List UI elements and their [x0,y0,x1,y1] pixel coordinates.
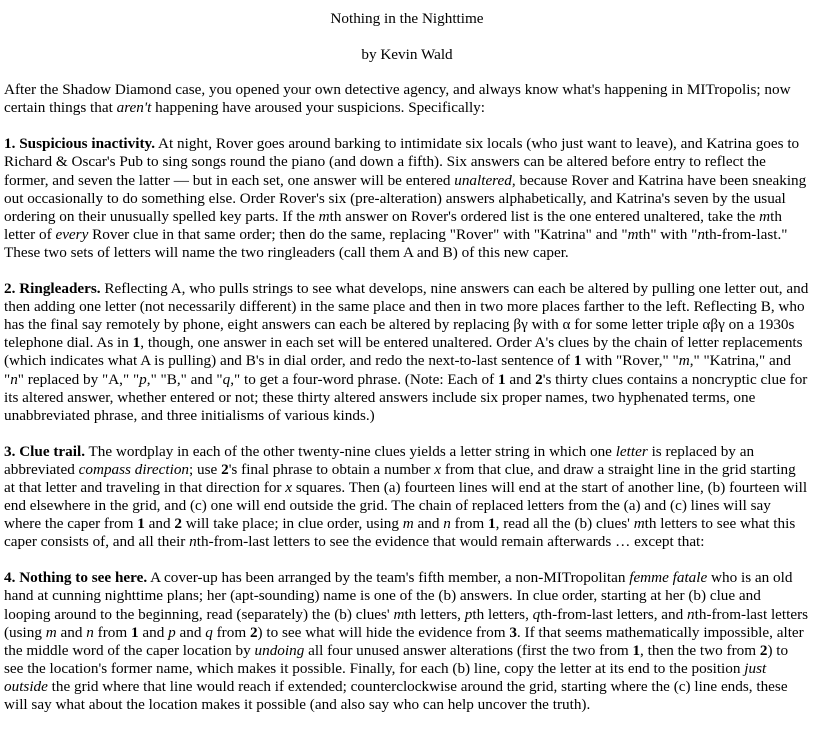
text-run: happening have aroused your suspicions. Specifically: [151,99,485,117]
text-run: th letters to see what this caper consists of, and all their [4,515,796,551]
text-run: n [86,623,94,641]
text-run: At night, Rover goes around barking to intimidate six locals (who just want to leave), and Katrina goes to Richard & Oscar's Pub to sing songs round the piano (and down a fifth). Six answers can be altered before entry to reflect the former, and seven the latter — but in each set, one answer will be entered [4,135,800,189]
text-run: ) to see the location's former name, which makes it possible. Finally, for each (b) line, copy the letter at its end to the position [4,641,789,677]
text-run: m [318,207,330,225]
text-run: th letters, [472,605,533,623]
section-clue-trail [4,443,810,552]
text-run: letter [615,442,648,460]
text-run: 2 [174,515,182,533]
text-run: A cover-up has been arranged by the team's fifth member, a non-MITropolitan [147,569,630,587]
text-run: th answer on Rover's ordered list is the one entered unaltered, take the [329,207,760,225]
text-run: compass direction [78,460,190,478]
text-run: and [56,623,87,641]
section-suspicious-inactivity [4,135,810,262]
text-run: m [45,623,57,641]
text-run: 1 [632,641,641,659]
text-run: , though, one answer in each set will be entered unaltered. Order A's clues by the chain of letter replacements (which indicates what A is pulling) and B's in dial order, and redo the next-to-last sentence of [4,334,803,370]
intro-paragraph [4,81,810,117]
text-run: and [144,515,175,533]
text-run: squares. Then (a) fourteen lines will end at the start of another line, (b) fourteen will end elsewhere in the grid, and (c) one will end outside the grid. The chain of replaced letters from the (a) and (c) lines will say where the caper from [4,478,808,533]
text-run: ," "B," and " [146,370,223,388]
text-run: ," "Katrina," and " [4,352,791,388]
text-run: the grid where that line would reach if extended; counterclockwise around the grid, starting where the (c) line ends, these will say what about the location makes it possible (and also say who can help uncover the truth). [4,677,788,713]
text-run: 's final phrase to obtain a number [228,460,435,478]
text-run: . If that seems mathematically impossible, alter the middle word of the caper location by [4,623,804,659]
text-run: with "Rover," " [581,352,679,370]
section-ringleaders [4,280,810,425]
text-run: 2 [249,623,258,641]
text-run: aren't [116,99,152,117]
text-run: 2 [535,370,543,388]
text-run: , read all the (b) clues' [495,515,634,533]
text-run: q [205,623,213,641]
text-run: from [450,515,488,533]
text-run: After the Shadow Diamond case, you opened your own detective agency, and always know what's happening in MITropolis; now certain things that [4,81,791,117]
text-run: 's thirty clues contains a noncryptic clue for its altered answer, whether entered or not; these thirty altered answers include six proper names, two hyphenated terms, one unabbreviated phrase, and three initialisms of various kinds.) [4,370,808,424]
text-run: who is an old hand at cunning nighttime plans; her (apt-sounding) name is one of the (b) answers. In clue order, starting at her (b) clue and looping around to the beginning, read (separately) the (b) clues' [4,569,793,623]
text-run: 1 [488,515,496,533]
text-run: and [138,623,169,641]
text-run: unaltered [454,171,512,189]
text-run: x [285,478,293,496]
text-run: n [10,370,18,388]
text-run: m [393,605,405,623]
text-run: and [175,623,206,641]
section-nothing-to-see-here [4,569,810,714]
text-run: 1 [573,352,582,370]
text-run: m [678,352,690,370]
text-run: Rover clue in that same order; then do the same, replacing "Rover" with "Katrina" and " [88,225,628,243]
text-run: th letters, [404,605,465,623]
text-run: ," to get a four-word phrase. (Note: Each of [230,370,498,388]
text-run: th" with " [638,225,698,243]
section-heading: 1. Suspicious inactivity. [4,135,156,153]
text-run: Reflecting A, who pulls strings to see what develops, nine answers can each be altered by pulling one letter out, and then adding one letter (not necessarily different) in the same place and then in two more places farther to the left. Reflecting B, who has the final say remotely by phone, eight answers can each be altered by replacing βγ with α for some letter triple αβγ on a 1930s telephone dial. As in [4,280,809,352]
text-run: q [532,605,541,623]
text-run: and [413,515,444,533]
text-run: ) to see what will hide the evidence from [257,623,510,641]
text-run: th-from-last letters (using [4,605,809,641]
text-run: m [402,515,414,533]
text-run: th-from-last letters to see the evidence that would remain afterwards … except that: [196,533,705,551]
text-run: m [633,515,645,533]
text-run: , then the two from [640,641,760,659]
text-run: n [189,533,197,551]
text-run: The wordplay in each of the other twenty-nine clues yields a letter string in which one [85,442,616,460]
text-run: every [55,225,89,243]
text-run: all four unused answer alterations (first the two from [304,641,633,659]
text-run: 1 [137,515,145,533]
section-heading: 4. Nothing to see here. [4,569,148,587]
text-run: from [93,623,131,641]
text-run: th-from-last letters, and [540,605,688,623]
text-run: m [759,207,771,225]
text-run: th-from-last." These two sets of letters will name the two ringleaders (call them A and B) of this new caper. [4,225,788,261]
text-run: from [212,623,250,641]
text-run: x [434,460,442,478]
text-run: n [697,225,705,243]
text-run: 3 [509,623,517,641]
text-run: 2 [221,460,229,478]
text-run: p [139,370,147,388]
text-run: from that clue, and draw a straight line in the grid starting at that letter and traveling in that direction for [4,460,796,496]
text-run: , because Rover and Katrina have been sneaking out occasionally to do something else. Order Rover's six (pre-alteration) answers alphabetically, and Katrina's seven by the usual ordering on their unusually spelled key parts. If the [4,171,807,225]
text-run: 1 [498,370,506,388]
text-run: is replaced by an abbreviated [4,442,755,478]
text-run: undoing [254,641,305,659]
text-run: 2 [759,641,768,659]
text-run: th letter of [4,207,782,243]
text-run: n [687,605,695,623]
text-run: p [464,605,473,623]
text-run: 1 [132,334,141,352]
text-run: just outside [4,659,767,695]
text-run: will take place; in clue order, using [181,515,403,533]
section-heading: 2. Ringleaders. [4,280,101,298]
section-heading: 3. Clue trail. [4,442,85,460]
text-run: 1 [130,623,139,641]
document-byline: by Kevin Wald [361,46,453,64]
text-run: femme fatale [629,569,708,587]
text-run: m [627,225,639,243]
text-run: ; use [189,460,222,478]
text-run: n [443,515,451,533]
text-run: " replaced by "A," " [17,370,140,388]
text-run: q [222,370,231,388]
document-title: Nothing in the Nighttime [330,10,484,27]
text-run: p [168,623,176,641]
text-run: and [505,370,536,388]
